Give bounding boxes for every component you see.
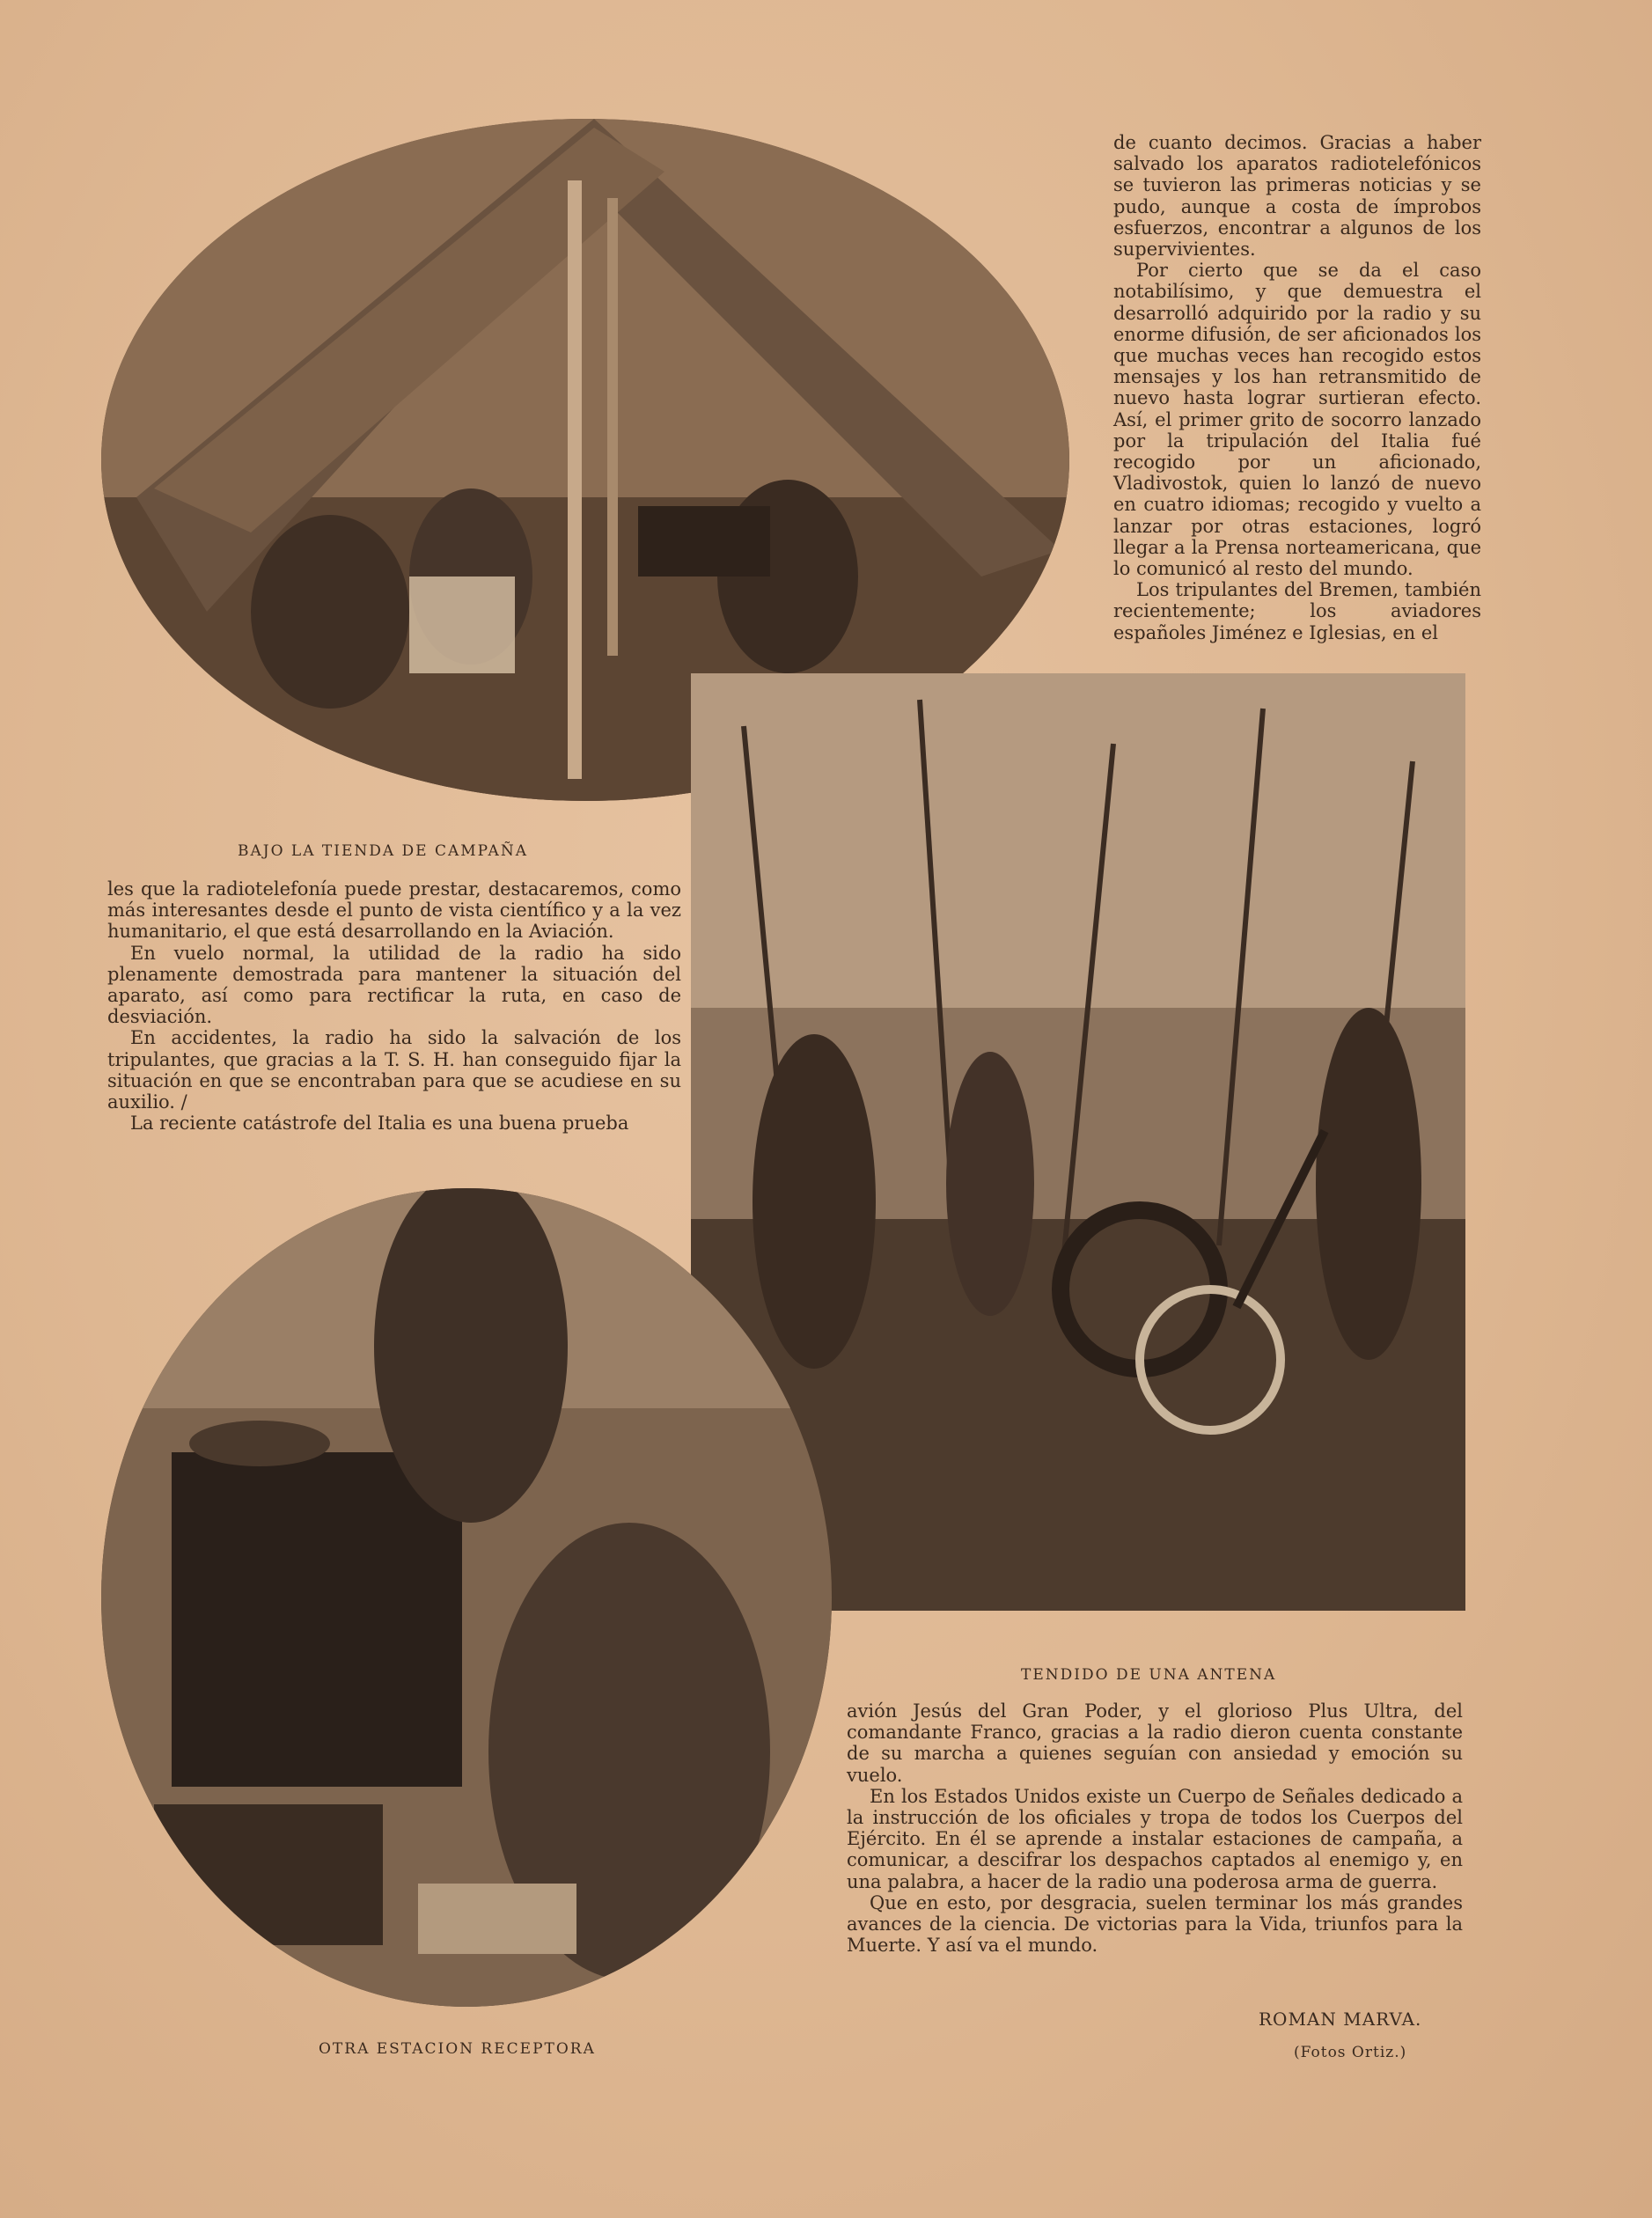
photo-caption-antenna: TENDIDO DE UNA ANTENA <box>1021 1666 1277 1684</box>
paragraph: En vuelo normal, la utilidad de la radio ha sido plenamente demostrada para mantener la situación del aparato, así como para rectificar la ruta, en caso de desviación. <box>107 942 681 1028</box>
paragraph: de cuanto decimos. Gracias a haber salvado los aparatos radiotelefónicos se tuvieron las primeras noticias y se pudo, aunque a costa de ímprobos esfuerzos, encontrar a algunos de los supervivientes. <box>1113 132 1481 261</box>
paragraph: En accidentes, la radio ha sido la salvación de los tripulantes, que gracias a la T. S. H. han conseguido fijar la situación en que se encontraban para que se acudiese en su auxilio. / <box>107 1027 681 1113</box>
paragraph: En los Estados Unidos existe un Cuerpo de Señales dedicado a la instrucción de los oficiales y tropa de todos los Cuerpos del Ejército. En él se aprende a instalar estaciones de campaña, a comunicar, a descifrar los despachos captados al enemigo y, en una palabra, a hacer de la radio una poderosa arma de guerra. <box>847 1785 1463 1892</box>
article-column-right-bottom <box>847 1700 1463 1956</box>
station-illustration <box>101 1188 832 2007</box>
paragraph: Que en esto, por desgracia, suelen terminar los más grandes avances de la ciencia. De victorias para la Vida, triunfos para la Muerte. Y así va el mundo. <box>847 1891 1463 1957</box>
photo-receiving-station <box>101 1188 832 2007</box>
article-column-right-top <box>1113 132 1481 643</box>
paragraph: les que la radiotelefonía puede prestar, destacaremos, como más interesantes desde el punto de vista científico y a la vez humanitario, el que está desarrollando en la Aviación. <box>107 878 681 943</box>
article-column-left-mid <box>107 878 681 1134</box>
photo-caption-station: OTRA ESTACION RECEPTORA <box>319 2040 596 2058</box>
paragraph: Los tripulantes del Bremen, también recientemente; los aviadores españoles Jiménez e Iglesias, en el <box>1113 579 1481 643</box>
photo-caption-tent: BAJO LA TIENDA DE CAMPAÑA <box>238 842 528 860</box>
photo-credit: (Fotos Ortiz.) <box>1294 2044 1407 2061</box>
author-signature: ROMAN MARVA. <box>1259 2009 1422 2030</box>
paragraph: La reciente catástrofe del Italia es una buena prueba <box>130 1113 629 1135</box>
paragraph: avión Jesús del Gran Poder, y el glorioso Plus Ultra, del comandante Franco, gracias a la radio dieron cuenta constante de su marcha a quienes seguían con ansiedad y emoción su vuelo. <box>847 1700 1463 1786</box>
paragraph: Por cierto que se da el caso notabilísimo, y que demuestra el desarrolló adquirido por la radio y su enorme difusión, de ser aficionados los que muchas veces han recogido estos mensajes y los han retransmitido de nuevo hasta lograr surtieran efecto. Así, el primer grito de socorro lanzado por la tripulación del Italia fué recogido por un aficionado, Vladivostok, quien lo lanzó de nuevo en cuatro idiomas; recogido y vuelto a lanzar por otras estaciones, logró llegar a la Prensa norteamericana, que lo comunicó al resto del mundo. <box>1113 260 1481 580</box>
